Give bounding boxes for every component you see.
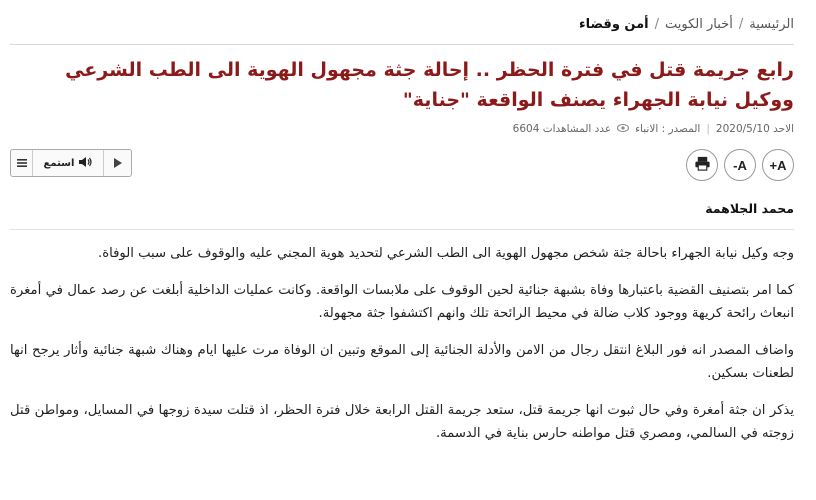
listen-label: استمع	[43, 157, 75, 169]
article-paragraph: وجه وكيل نيابة الجهراء باحالة جثة شخص مجهول الهوية الى الطب الشرعي لتحديد هوية المجني عليه والوقوف على سبب الوفاة.	[98, 246, 794, 261]
divider	[10, 229, 794, 230]
breadcrumb-section-link[interactable]: أخبار الكويت	[665, 16, 733, 32]
listen-button[interactable]	[33, 156, 103, 171]
article-paragraph: واضاف المصدر انه فور البلاغ انتقل رجال من الامن والأدلة الجنائية إلى الموقع وتبين ان الوفاة مرت عليها ايام وهناك شبهة جنائية وأثار يرجح انها لطعنات بسكين.	[10, 343, 794, 381]
breadcrumb-separator: /	[738, 16, 744, 32]
menu-icon	[16, 154, 28, 173]
article-author: محمد الجلاهمة	[705, 201, 794, 216]
print-button[interactable]	[686, 149, 718, 181]
font-decrease-button[interactable]: A-	[724, 149, 756, 181]
article-paragraph: يذكر ان جثة أمغرة وفي حال ثبوت انها جريمة قتل، ستعد جريمة القتل الرابعة خلال فترة الحظر، اذ قتلت سيدة زوجها في المسايل، ومواطن قتل زوجته في السالمي، ومصري قتل مواطنه حارس بناية في الدسمة.	[10, 403, 794, 441]
article-meta	[10, 123, 794, 135]
meta-separator: |	[706, 123, 710, 135]
breadcrumb-separator: /	[654, 16, 660, 32]
breadcrumb-current-link[interactable]: أمن وقضاء	[578, 16, 649, 32]
article-title: رابع جريمة قتل في فترة الحظر .. إحالة جثة مجهول الهوية الى الطب الشرعي ووكيل نيابة الجهراء يصنف الواقعة "جناية"	[65, 59, 794, 111]
player-menu-button[interactable]	[11, 150, 33, 176]
article-views: عدد المشاهدات 6604	[512, 123, 612, 135]
article-toolbar	[10, 149, 794, 189]
article-body	[10, 242, 794, 445]
font-increase-button[interactable]: A+	[762, 149, 794, 181]
divider	[10, 44, 794, 45]
article-date: الاحد 2020/5/10	[715, 123, 794, 135]
breadcrumb-home-link[interactable]: الرئيسية	[749, 16, 794, 32]
play-button[interactable]	[103, 150, 131, 176]
font-size-controls	[686, 149, 794, 181]
audio-player	[10, 149, 132, 177]
play-icon	[113, 154, 123, 173]
article-paragraph: كما امر بتصنيف القضية باعتبارها وفاة بشبهة جنائية لحين الوقوف على ملابسات الواقعة. وكانت عمليات الداخلية أبلغت عن رصد عمال في أمغرة انبعاث رائحة كريهة ووجود كلاب ضالة في محيط الرائحة تلك وانهم اكتشفوا جثة مجهولة.	[10, 283, 794, 321]
article-source: المصدر : الانباء	[635, 123, 701, 135]
breadcrumb	[10, 14, 794, 34]
speaker-icon	[78, 156, 92, 171]
print-icon	[694, 155, 711, 175]
eye-icon	[617, 124, 629, 135]
